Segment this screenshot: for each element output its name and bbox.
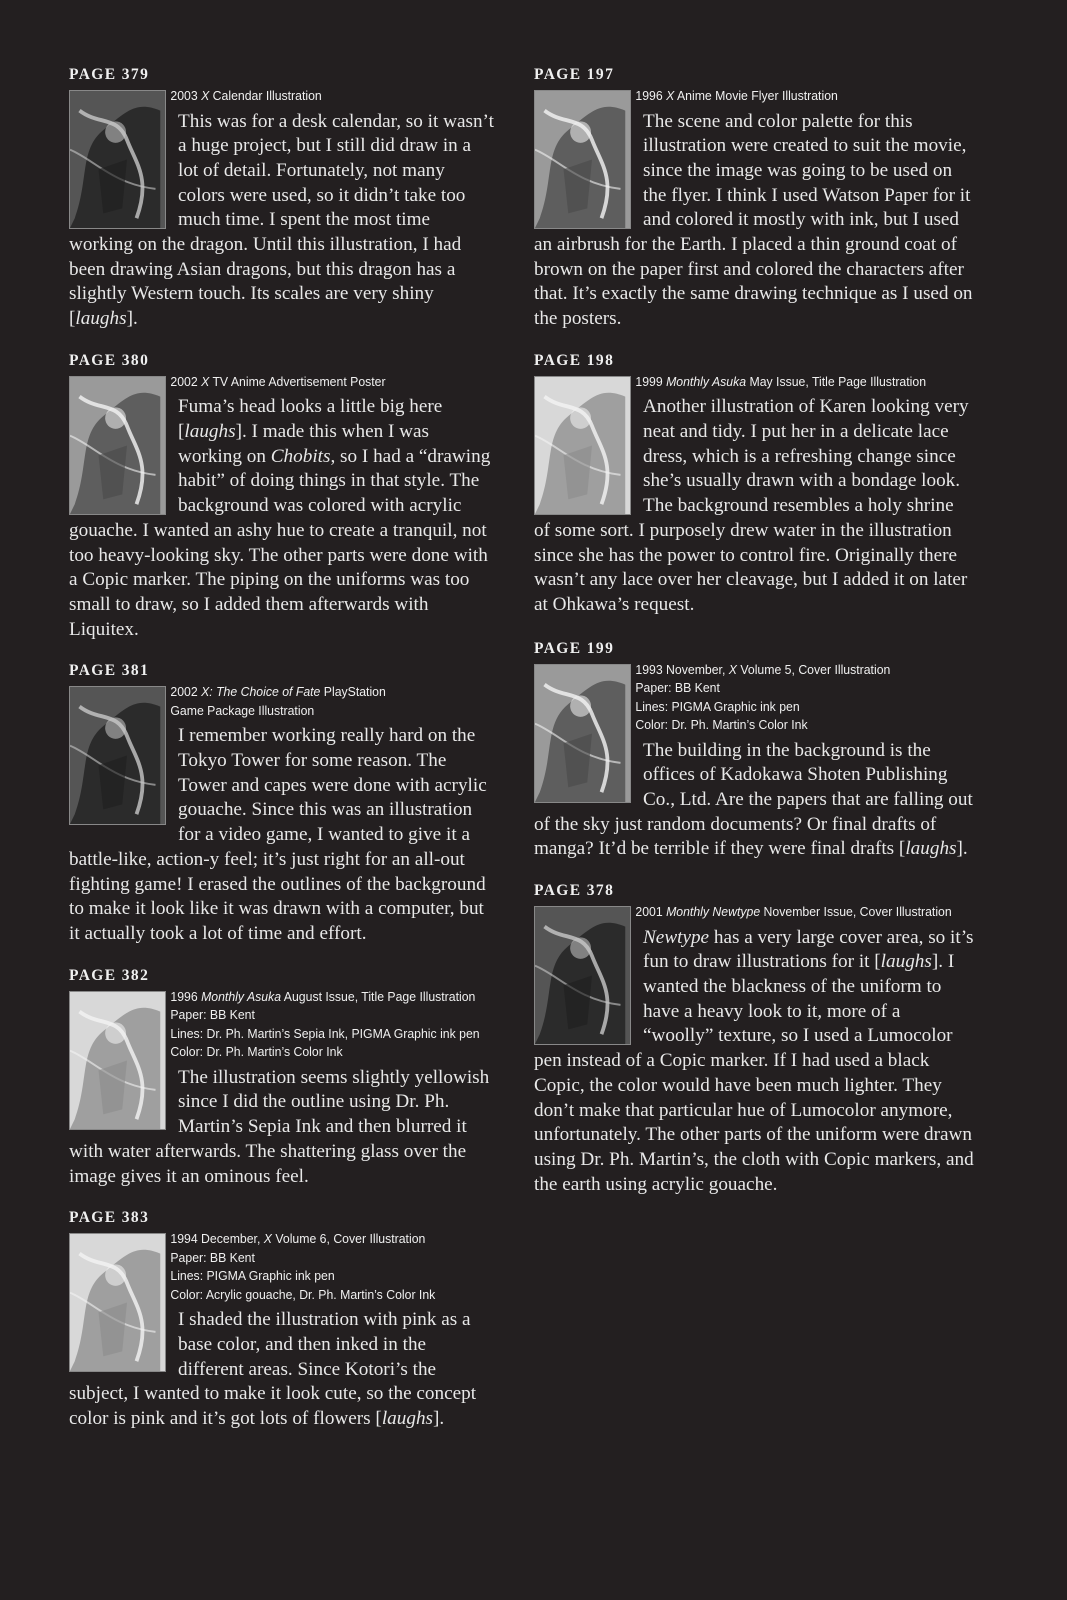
commentary-italic: laughs [184,421,236,443]
commentary-run: ]. [956,838,968,860]
caption-em: Monthly Asuka [666,373,747,389]
commentary-italic: laughs [381,1408,434,1430]
caption-line [534,679,943,698]
page-heading: PAGE 198 [534,351,615,369]
caption-line [69,1006,465,1025]
illustration-caption [534,87,943,106]
commentary-run: The illustration seems slightly yellowish since I did the outline using Dr. Ph. Martin’s Sepia Ink and then blurred it with water afterwards. The shattering glass over the image gives it an ominous feel. [69,1066,490,1187]
caption-pre: 1994 December, [170,1231,264,1247]
page-heading: PAGE 381 [69,662,150,680]
commentary-run: ]. [433,1408,445,1430]
caption-post: Volume 6, Cover Illustration [271,1231,426,1247]
caption-line [69,87,465,106]
caption-line [69,373,465,392]
caption-pre: 2002 [170,684,202,700]
caption-em: X [201,373,210,389]
commentary-run: has a very large cover area, so it’s fun to draw illustrations for it [ [643,926,974,973]
page-heading: PAGE 197 [534,66,615,83]
caption-line [69,1043,465,1062]
caption-pre: Paper: BB Kent [170,1007,255,1023]
entry-page-383 [69,1209,495,1432]
caption-em: X [263,1231,272,1247]
entry-page-378 [534,882,974,1197]
caption-em: Monthly Newtype [666,904,761,920]
caption-pre: Color: Dr. Ph. Martin’s Color Ink [635,717,808,733]
illustration-thumbnail [534,906,631,1045]
entry-page-382 [69,967,495,1190]
commentary-run: I remember working really hard on the Tokyo Tower for some reason. The Tower and capes were done with acrylic gouache. Since this was an illustration for a video game, I wanted to give it a battle-like, action-y feel; it’s just right for an all-out fighting game! I erased the outlines of the background to make it look like it was drawn with a computer, but it actually took a lot of time and effort. [69,725,487,944]
caption-pre: Lines: Dr. Ph. Martin’s Sepia Ink, PIGMA Graphic ink pen [170,1025,480,1041]
commentary-run: ]. I wanted the blackness of the uniform to have a heavy look to it, more of a “woolly” texture, so I used a Lumocolor pen instead of a Copic marker. If I had used a black Copic, the color would have been much lighter. They don’t make that particular hue of Lumocolor anymore, unfortunately. The other parts of the uniform were drawn using Dr. Ph. Martin’s, the cloth with Copic markers, and the earth using acrylic gouache. [534,951,974,1195]
caption-line [69,702,465,721]
illustration-caption [69,988,480,1062]
page-heading: PAGE 380 [69,351,150,369]
caption-line [69,1230,465,1249]
caption-post: November Issue, Cover Illustration [760,904,952,920]
page-heading: PAGE 382 [69,966,150,984]
caption-post: PlayStation [320,684,386,700]
illustration-thumbnail [534,90,631,229]
caption-line [534,87,943,106]
illustration-caption [69,87,465,106]
illustration-caption [69,683,465,720]
commentary-run: , so I had a “drawing habit” of doing things in that style. The background was colored with acrylic gouache. I wanted an ashy hue to create a tranquil, not too heavy-looking sky. The other parts were done with a Copic marker. The piping on the uniforms was too small to draw, so I added them afterwards with Liquitex. [69,445,491,640]
caption-em: Monthly Asuka [201,988,282,1004]
commentary-run: The building in the background is the offices of Kadokawa Shoten Publishing Co., Ltd. Are the papers that are falling out of the sky just random documents? Or final drafts of manga? It’d be terrible if they were final drafts [ [534,739,973,860]
caption-pre: Color: Acrylic gouache, Dr. Ph. Martin’s Color Ink [170,1286,436,1302]
caption-em: X: The Choice of Fate [201,684,321,700]
entry-page-379 [69,66,495,332]
caption-pre: 1996 [635,88,667,103]
illustration-caption [534,373,943,392]
entry-page-380 [69,352,495,643]
page-heading: PAGE 379 [69,66,150,83]
caption-pre: Game Package Illustration [170,702,315,718]
commentary-italic: laughs [75,308,127,330]
commentary-italic: Newtype [643,926,710,948]
page-heading: PAGE 199 [534,639,615,657]
caption-pre: 1999 [635,373,667,389]
entry-page-197 [534,66,974,332]
caption-line [534,373,943,392]
entry-page-381 [69,662,495,946]
commentary-run: Another illustration of Karen looking very neat and tidy. I put her in a delicate lace dress, which is a refreshing change since she’s usually drawn with a bondage look. The background resembles a holy shrine of some sort. I purposely drew water in the illustration since she has the power to control fire. Originally there wasn’t any lace over her cleavage, but I added it on later at Ohkawa’s request. [534,396,969,615]
illustration-caption [69,1230,465,1304]
caption-pre: Paper: BB Kent [170,1249,255,1265]
commentary-run: ]. [126,308,138,330]
illustration-thumbnail [69,376,166,515]
page-heading: PAGE 383 [69,1209,150,1227]
caption-post: TV Anime Advertisement Poster [209,373,386,389]
caption-line [534,716,943,735]
illustration-thumbnail [69,90,166,229]
illustration-caption [534,903,952,922]
commentary-run: I shaded the illustration with pink as a base color, and then inked in the different areas. Since Kotori’s the subject, I wanted to make it look cute, so the concept color is pink and it’s got lots of flowers [ [69,1309,477,1430]
caption-pre: Lines: PIGMA Graphic ink pen [170,1268,335,1284]
caption-em: X [666,88,675,103]
commentary-run: This was for a desk calendar, so it wasn’t a huge project, but I still did draw in a lot of detail. Fortunately, not many colors were used, so it didn’t take too much time. I spent the most time working on the dragon. Until this illustration, I had been drawing Asian dragons, but this dragon has a slightly Western touch. Its scales are very shiny [ [69,110,494,330]
commentary-run: Fuma’s head looks a little big here [ [178,396,443,443]
caption-post: Volume 5, Cover Illustration [736,661,891,677]
caption-post: May Issue, Title Page Illustration [746,373,927,389]
caption-em: X [201,88,210,103]
caption-em: X [728,661,737,677]
caption-line [534,661,943,680]
commentary-italic: laughs [905,838,957,860]
commentary-italic: Chobits [270,445,331,467]
caption-line [69,1249,465,1268]
illustration-caption [69,373,465,392]
caption-pre: 2001 [635,904,667,920]
commentary-run: ]. I made this when I was working on [178,421,429,467]
caption-pre: Paper: BB Kent [635,680,720,696]
caption-line [69,988,476,1007]
caption-pre: 2002 [170,373,202,389]
caption-line [534,903,952,922]
right-column [534,66,974,1197]
caption-post: Calendar Illustration [209,88,322,103]
commentary-italic: laughs [880,951,932,973]
commentary-run: The scene and color palette for this illustration were created to suit the movie, since the image was going to be used on the flyer. I think I used Watson Paper for it and colored it mostly with ink, but I used an airbrush for the Earth. I placed a thin ground coat of brown on the paper first and colored the characters after that. It’s exactly the same drawing technique as I used on the posters. [534,110,973,330]
caption-line [69,1286,465,1305]
entry-page-199 [534,640,974,863]
illustration-caption [534,661,943,735]
caption-post: Anime Movie Flyer Illustration [674,88,838,103]
caption-pre: Color: Dr. Ph. Martin’s Color Ink [170,1044,343,1060]
caption-post: August Issue, Title Page Illustration [281,988,476,1004]
caption-pre: 2003 [170,88,202,103]
caption-pre: Lines: PIGMA Graphic ink pen [635,698,800,714]
entry-page-198 [534,352,974,618]
caption-line [69,683,465,702]
caption-line [534,698,943,717]
illustration-thumbnail [534,376,631,515]
caption-line [69,1025,480,1044]
page-heading: PAGE 378 [534,882,615,900]
caption-pre: 1993 November, [635,661,729,677]
caption-pre: 1996 [170,988,202,1004]
left-column [69,66,495,1432]
caption-line [69,1267,465,1286]
